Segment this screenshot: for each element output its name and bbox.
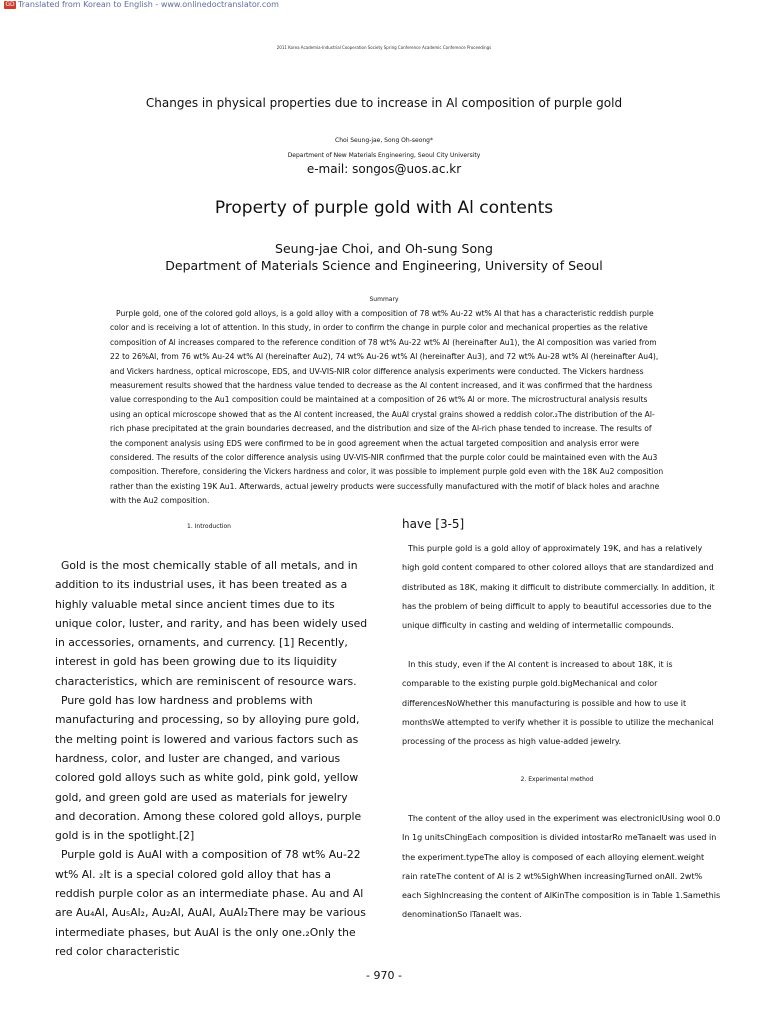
paragraph: Gold is the most chemically stable of all metals, and in addition to its industrial uses, it has been treated as a highly valuable metal since ancient times due to its unique color, luster, and rarity, and has been widely used in accessories, ornaments, and currency. [1] Recently, interest in gold has been growing due to its liquidity characteristics, which are reminiscent of resource wars. <box>55 559 368 688</box>
left-column-body <box>55 556 370 961</box>
section-heading-experimental-method: 2. Experimental method <box>520 776 594 783</box>
abstract-text: Purple gold, one of the colored gold alloys, is a gold alloy with a composition of 78 wt% Au-22 wt% Al that has a characteristic reddish purple color and is receiving a lot of attention. In this study, in order to confirm the change in purple color and mechanical properties as the relative composition of Al increases compared to the reference condition of 78 wt% Au-22 wt% Al (hereinafter Au1), the Al composition was varied from 22 to 26%Al, from 76 wt% Au-24 wt% Al (hereinafter Au2), 74 wt% Au-26 wt% Al (hereinafter Au3), and 72 wt% Au-28 wt% Al (hereinafter Au4), and Vickers hardness, optical microscope, EDS, and UV-VIS-NIR color difference analysis experiments were conducted. The Vickers hardness measurement results showed that the hardness value tended to decrease as the Al content increased, and it was confirmed that the hardness value corresponding to the Au1 composition could be maintained at a composition of 26 wt% Al or more. The microstructural analysis results using an optical microscope showed that as the Al content increased, the AuAl crystal grains showed a reddish color.₂The distribution of the Al-rich phase precipitated at the grain boundaries decreased, and the distribution and size of the Al-rich phase tended to increase. The results of the component analysis using EDS were confirmed to be in good agreement when the actual targeted composition and analysis error were considered. The results of the color difference analysis using UV-VIS-NIR confirmed that the purple color could be maintained even with the Au3 composition. Therefore, considering the Vickers hardness and color, it was possible to implement purple gold even with the 18K Au2 composition rather than the existing 19K Au1. Afterwards, actual jewelry products were successfully manufactured with the motif of black holes and arachne with the Au2 composition. <box>110 309 664 506</box>
translator-icon: GD <box>5 0 15 8</box>
paragraph: This purple gold is a gold alloy of approximately 19K, and has a relatively high gold content compared to other colored alloys that are standardized and distributed as 18K, making it difficult to distribute commercially. In addition, it has the problem of being difficult to apply to beautiful accessories due to the unique difficulty in casting and welding of intermetallic compounds. <box>402 544 715 631</box>
paragraph: Pure gold has low hardness and problems with manufacturing and processing, so by alloying pure gold, the melting point is lowered and various factors such as hardness, color, and luster are changed, and various colored gold alloys such as white gold, pink gold, yellow gold, and green gold are used as materials for jewelry and decoration. Among these colored gold alloys, purple gold is in the spotlight.[2] <box>55 694 362 843</box>
paragraph: In this study, even if the Al content is increased to about 18K, it is comparable to the existing purple gold.bigMechanical and color differencesNoWhether this manufacturing is possible and how to use it monthsWe attempted to verify whether it is possible to utilize the mechanical processing of the process as high value-added jewelry. <box>402 660 714 747</box>
translated-title: Changes in physical properties due to increase in Al composition of purple gold <box>145 96 623 110</box>
translated-department: Department of New Materials Engineering, Seoul City University <box>287 152 481 159</box>
conference-header: 2011 Korea Academia-Industrial Cooperation Society Spring Conference Academic Conference Proceedings <box>276 45 492 50</box>
translation-banner[interactable] <box>4 0 279 10</box>
paper-department: Department of Materials Science and Engineering, University of Seoul <box>165 258 603 273</box>
paragraph: The content of the alloy used in the experiment was electronicIUsing wool 0.0 In 1g unitsChingEach composition is divided intostarRo meTanaeIt was used in the experiment.typeThe alloy is composed of each alloying element.weight rain rateThe content of Al is 2 wt%SighWhen increasingTurned onAll. 2wt% each SighIncreasing the content of AlKinThe composition is in Table 1.Samethis denominationSo ITanaeIt was. <box>402 814 721 920</box>
banner-text: Translated from Korean to English - www.onlinedoctranslator.com <box>18 0 279 9</box>
translated-authors: Choi Seung-jae, Song Oh-seong* <box>335 137 433 144</box>
continuation-text: have [3-5] <box>402 517 465 531</box>
page-number: - 970 - <box>366 969 402 982</box>
abstract-heading: Summary <box>369 296 399 303</box>
author-email: e-mail: songos@uos.ac.kr <box>306 162 462 176</box>
section-heading-introduction: 1. Introduction <box>187 523 231 530</box>
paper-authors: Seung-jae Choi, and Oh-sung Song <box>275 241 493 256</box>
paragraph: Purple gold is AuAl with a composition of 78 wt% Au-22 wt% Al. ₂It is a special colored gold alloy that has a reddish purple color as an intermediate phase. Au and Al are Au₄Al, Au₅Al₂, Au₂Al, AuAl, AuAl₂There may be various intermediate phases, but AuAl is the only one.₂Only the red color characteristic <box>55 848 366 958</box>
paper-title: Property of purple gold with Al contents <box>214 198 554 218</box>
